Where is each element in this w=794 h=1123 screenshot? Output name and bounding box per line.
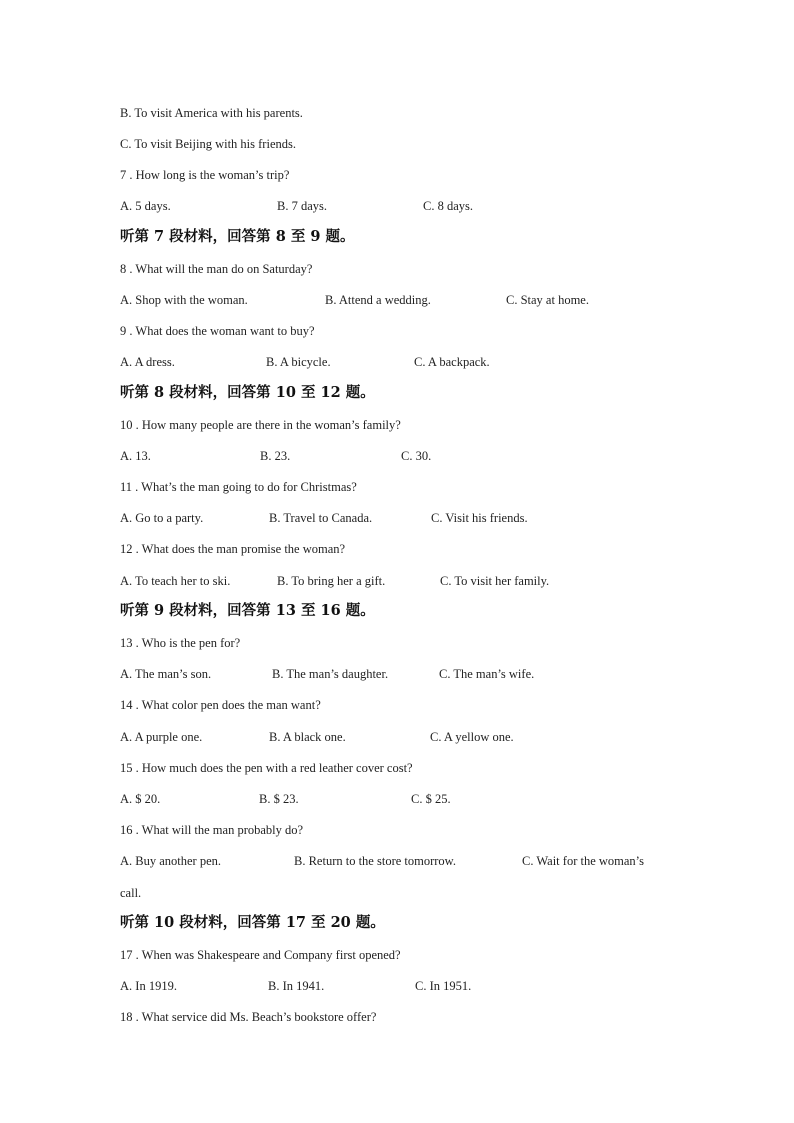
question-14: 14 . What color pen does the man want? <box>120 698 321 712</box>
question-16: 16 . What will the man probably do? <box>120 823 304 837</box>
section-heading: 听第 8 段材料，回答第 10 至 12 题。 <box>120 384 375 401</box>
question-17: 17 . When was Shakespeare and Company first opened? <box>120 948 401 962</box>
option-a: A. $ 20. <box>120 792 161 806</box>
option-c: C. To visit her family. <box>440 574 550 588</box>
option-a: A. A purple one. <box>120 730 203 744</box>
section-heading: 听第 9 段材料，回答第 13 至 16 题。 <box>120 602 375 619</box>
option-a: A. The man’s son. <box>120 667 212 681</box>
option-c: C. A backpack. <box>414 355 490 369</box>
option-c: C. Wait for the woman’s <box>522 854 645 868</box>
question-15: 15 . How much does the pen with a red leather cover cost? <box>120 761 413 775</box>
option-c: C. Stay at home. <box>506 293 589 307</box>
option-b: B. A bicycle. <box>266 355 331 369</box>
section-heading: 听第 10 段材料，回答第 17 至 20 题。 <box>120 914 385 931</box>
option-c: C. 30. <box>401 449 432 463</box>
question-12: 12 . What does the man promise the woman? <box>120 542 346 556</box>
option-a: A. A dress. <box>120 355 175 369</box>
question-9: 9 . What does the woman want to buy? <box>120 324 315 338</box>
option-b: B. The man’s daughter. <box>272 667 389 681</box>
question-13: 13 . Who is the pen for? <box>120 636 241 650</box>
option-c-continued: call. <box>120 886 142 900</box>
option-c: C. $ 25. <box>411 792 451 806</box>
option-a: A. 5 days. <box>120 199 171 213</box>
option-a: A. 13. <box>120 449 151 463</box>
question-11: 11 . What’s the man going to do for Christmas? <box>120 480 357 494</box>
section-heading: 听第 7 段材料，回答第 8 至 9 题。 <box>120 228 355 245</box>
option-b: B. To bring her a gift. <box>277 574 386 588</box>
option-c: C. A yellow one. <box>430 730 514 744</box>
option-c: C. The man’s wife. <box>439 667 535 681</box>
option-a: A. Buy another pen. <box>120 854 222 868</box>
option-a: A. In 1919. <box>120 979 177 993</box>
option-b: B. 23. <box>260 449 291 463</box>
option-c: C. In 1951. <box>415 979 472 993</box>
question-8: 8 . What will the man do on Saturday? <box>120 262 313 276</box>
question-10: 10 . How many people are there in the woman’s family? <box>120 418 401 432</box>
option-line: B. To visit America with his parents. <box>120 106 303 120</box>
option-line: C. To visit Beijing with his friends. <box>120 137 296 151</box>
option-c: C. 8 days. <box>423 199 473 213</box>
question-7: 7 . How long is the woman’s trip? <box>120 168 290 182</box>
option-b: B. In 1941. <box>268 979 325 993</box>
option-a: A. To teach her to ski. <box>120 574 231 588</box>
option-b: B. Return to the store tomorrow. <box>294 854 457 868</box>
question-18: 18 . What service did Ms. Beach’s bookstore offer? <box>120 1010 377 1024</box>
option-b: B. Attend a wedding. <box>325 293 431 307</box>
option-b: B. 7 days. <box>277 199 327 213</box>
option-a: A. Shop with the woman. <box>120 293 248 307</box>
option-b: B. Travel to Canada. <box>269 511 373 525</box>
option-b: B. A black one. <box>269 730 346 744</box>
option-b: B. $ 23. <box>259 792 299 806</box>
option-a: A. Go to a party. <box>120 511 204 525</box>
option-c: C. Visit his friends. <box>431 511 528 525</box>
